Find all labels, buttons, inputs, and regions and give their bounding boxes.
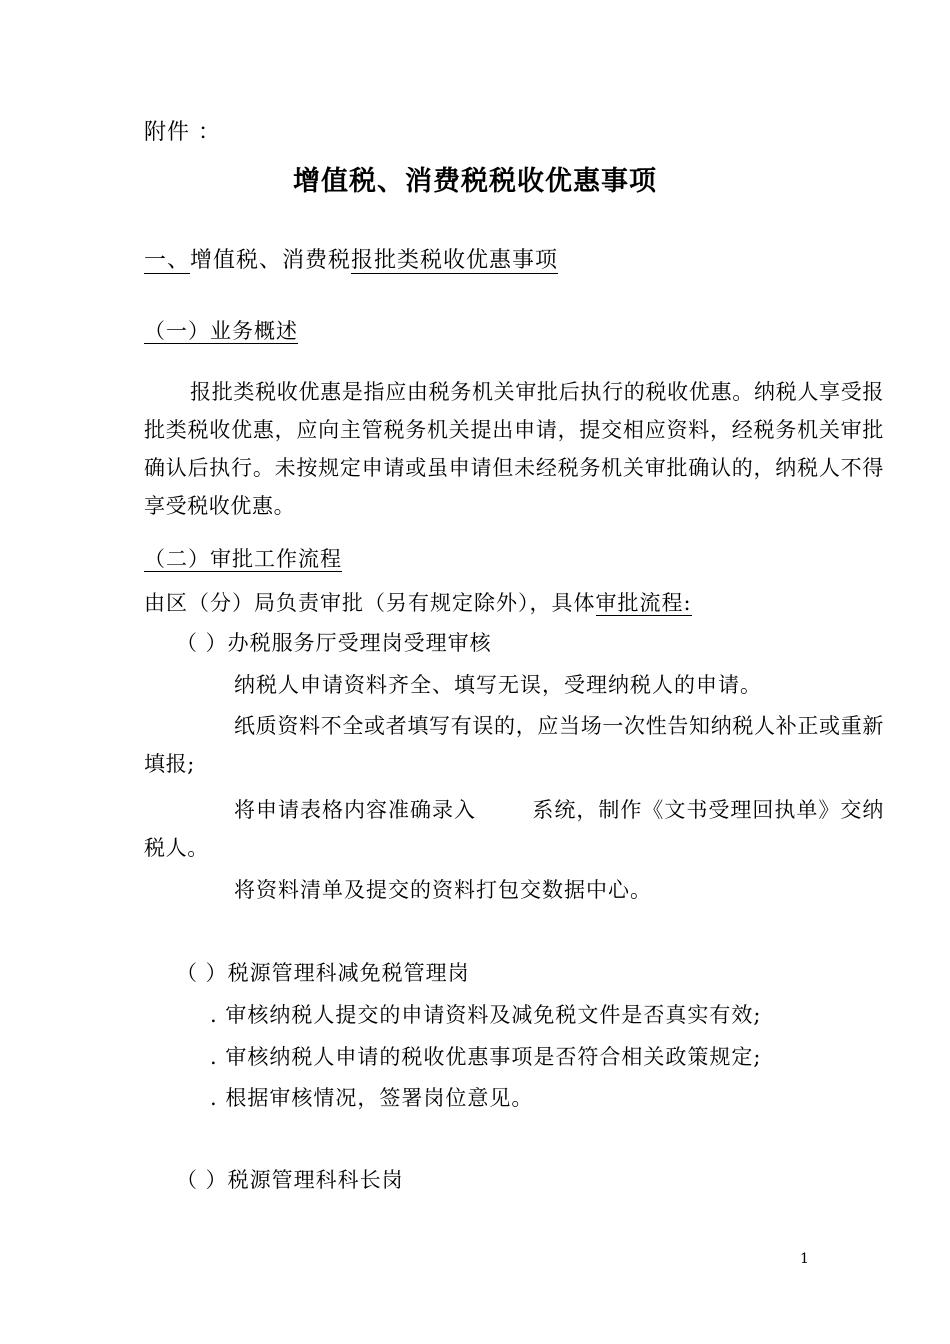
attachment-label: 附件 ： [144,120,221,145]
step1-item2: 纸质资料不全或者填写有误的，应当场一次性告知纳税人补正或重新填报; [144,714,884,776]
flow-intro-text: 由区（分）局负责审批（另有规定除外），具体 [144,591,596,615]
step1-item3-a: 将申请表格内容准确录入 [234,798,476,822]
step1-item1: 纳税人申请资料齐全、填写无误，受理纳税人的申请。 [234,673,762,697]
subsection-heading-flow-text: （二）审批工作流程 [144,547,342,571]
step3-heading: （ ）税源管理科科长岗 [176,1168,404,1192]
section-suffix: 报批类税收优惠事项 [351,248,559,273]
subsection-heading-flow [144,544,342,574]
page-number: 1 [800,1251,809,1267]
subsection-heading-overview-text: （一）业务概述 [144,319,298,343]
section-prefix: 一、 [144,248,191,273]
subsection-heading-overview [144,316,298,346]
step2-heading: （ ）税源管理科减免税管理岗 [176,961,470,985]
overview-paragraph: 报批类税收优惠是指应由税务机关审批后执行的税收优惠。纳税人享受报批类税收优惠，应向主管税务机关提出申请，提交相应资料，经税务机关审批确认后执行。未按规定申请或虽申请但未经税务机关审批确认的，纳税人不得享受税收优惠。 [144,380,884,518]
document-title: 增值税、消费税税收优惠事项 [293,166,657,197]
section-heading-1 [144,246,558,276]
step1-heading: （ ）办税服务厅受理岗受理审核 [176,631,492,655]
step2-item2: . 审核纳税人申请的税收优惠事项是否符合相关政策规定; [210,1045,762,1069]
step2-item3: . 根据审核情况，签署岗位意见。 [210,1086,534,1110]
step1-item3-b: 系统，制作《文书受理回执单》交纳税人。 [144,798,884,860]
step1-item3 [144,791,884,867]
section-middle: 增值税、消费税 [190,248,352,273]
step2-item1: . 审核纳税人提交的申请资料及减免税文件是否真实有效; [210,1003,762,1027]
flow-intro-underlined: 审批流程: [595,591,692,615]
step1-item4: 将资料清单及提交的资料打包交数据中心。 [234,878,652,902]
flow-intro [144,588,692,618]
